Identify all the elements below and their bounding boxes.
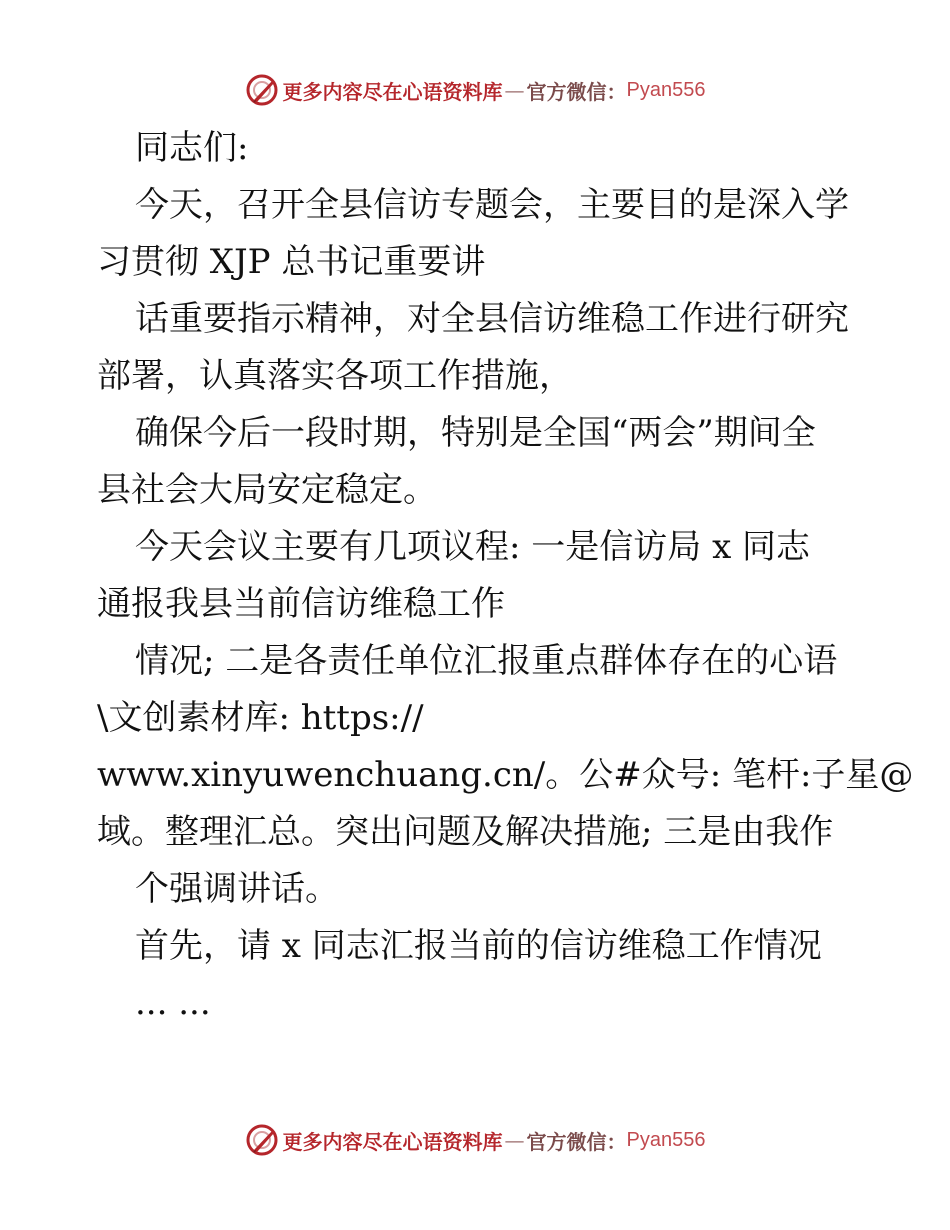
paragraph-line: 通报我县当前信访维稳工作 [97, 584, 505, 624]
paragraph-line: 个强调讲话。 [135, 869, 339, 909]
banner-wechat-id: Pyan556 [626, 78, 706, 101]
paragraph-line: ... ... [135, 983, 211, 1023]
pen-logo-icon [245, 1123, 279, 1157]
paragraph-line: 同志们: [135, 128, 249, 168]
pen-logo-icon [245, 73, 279, 107]
paragraph-line: 话重要指示精神，对全县信访维稳工作进行研究 [135, 299, 849, 339]
document-body [97, 120, 914, 1032]
banner-separator: — [504, 1128, 525, 1152]
paragraph-line: 首先，请 x 同志汇报当前的信访维稳工作情况 [135, 926, 822, 966]
paragraph-line: www.xinyuwenchuang.cn/。公#众号: 笔杆:子星@ [97, 755, 914, 795]
banner-slogan: 更多内容尽在心语资料库 [282, 1129, 503, 1154]
banner-slogan: 更多内容尽在心语资料库 [282, 79, 503, 104]
paragraph-line: 域。整理汇总。突出问题及解决措施; 三是由我作 [97, 812, 834, 852]
paragraph-line: 习贯彻 XJP 总书记重要讲 [97, 242, 486, 282]
paragraph-line: 部署，认真落实各项工作措施， [97, 356, 573, 396]
banner-wechat-label: 官方微信： [526, 1129, 627, 1154]
paragraph-line: \文创素材库: https:// [97, 698, 424, 738]
banner-wechat-id: Pyan556 [626, 1128, 706, 1151]
paragraph-line: 县社会大局安定稳定。 [97, 470, 437, 510]
banner-separator: — [504, 78, 525, 102]
paragraph-line: 今天，召开全县信访专题会，主要目的是深入学 [135, 185, 849, 225]
footer-banner [0, 1120, 950, 1160]
paragraph-line: 情况; 二是各责任单位汇报重点群体存在的心语 [135, 641, 838, 681]
paragraph-line: 确保今后一段时期，特别是全国“两会”期间全 [135, 413, 816, 453]
header-banner [0, 70, 950, 110]
paragraph-line: 今天会议主要有几项议程: 一是信访局 x 同志 [135, 527, 811, 567]
banner-wechat-label: 官方微信： [526, 79, 627, 104]
